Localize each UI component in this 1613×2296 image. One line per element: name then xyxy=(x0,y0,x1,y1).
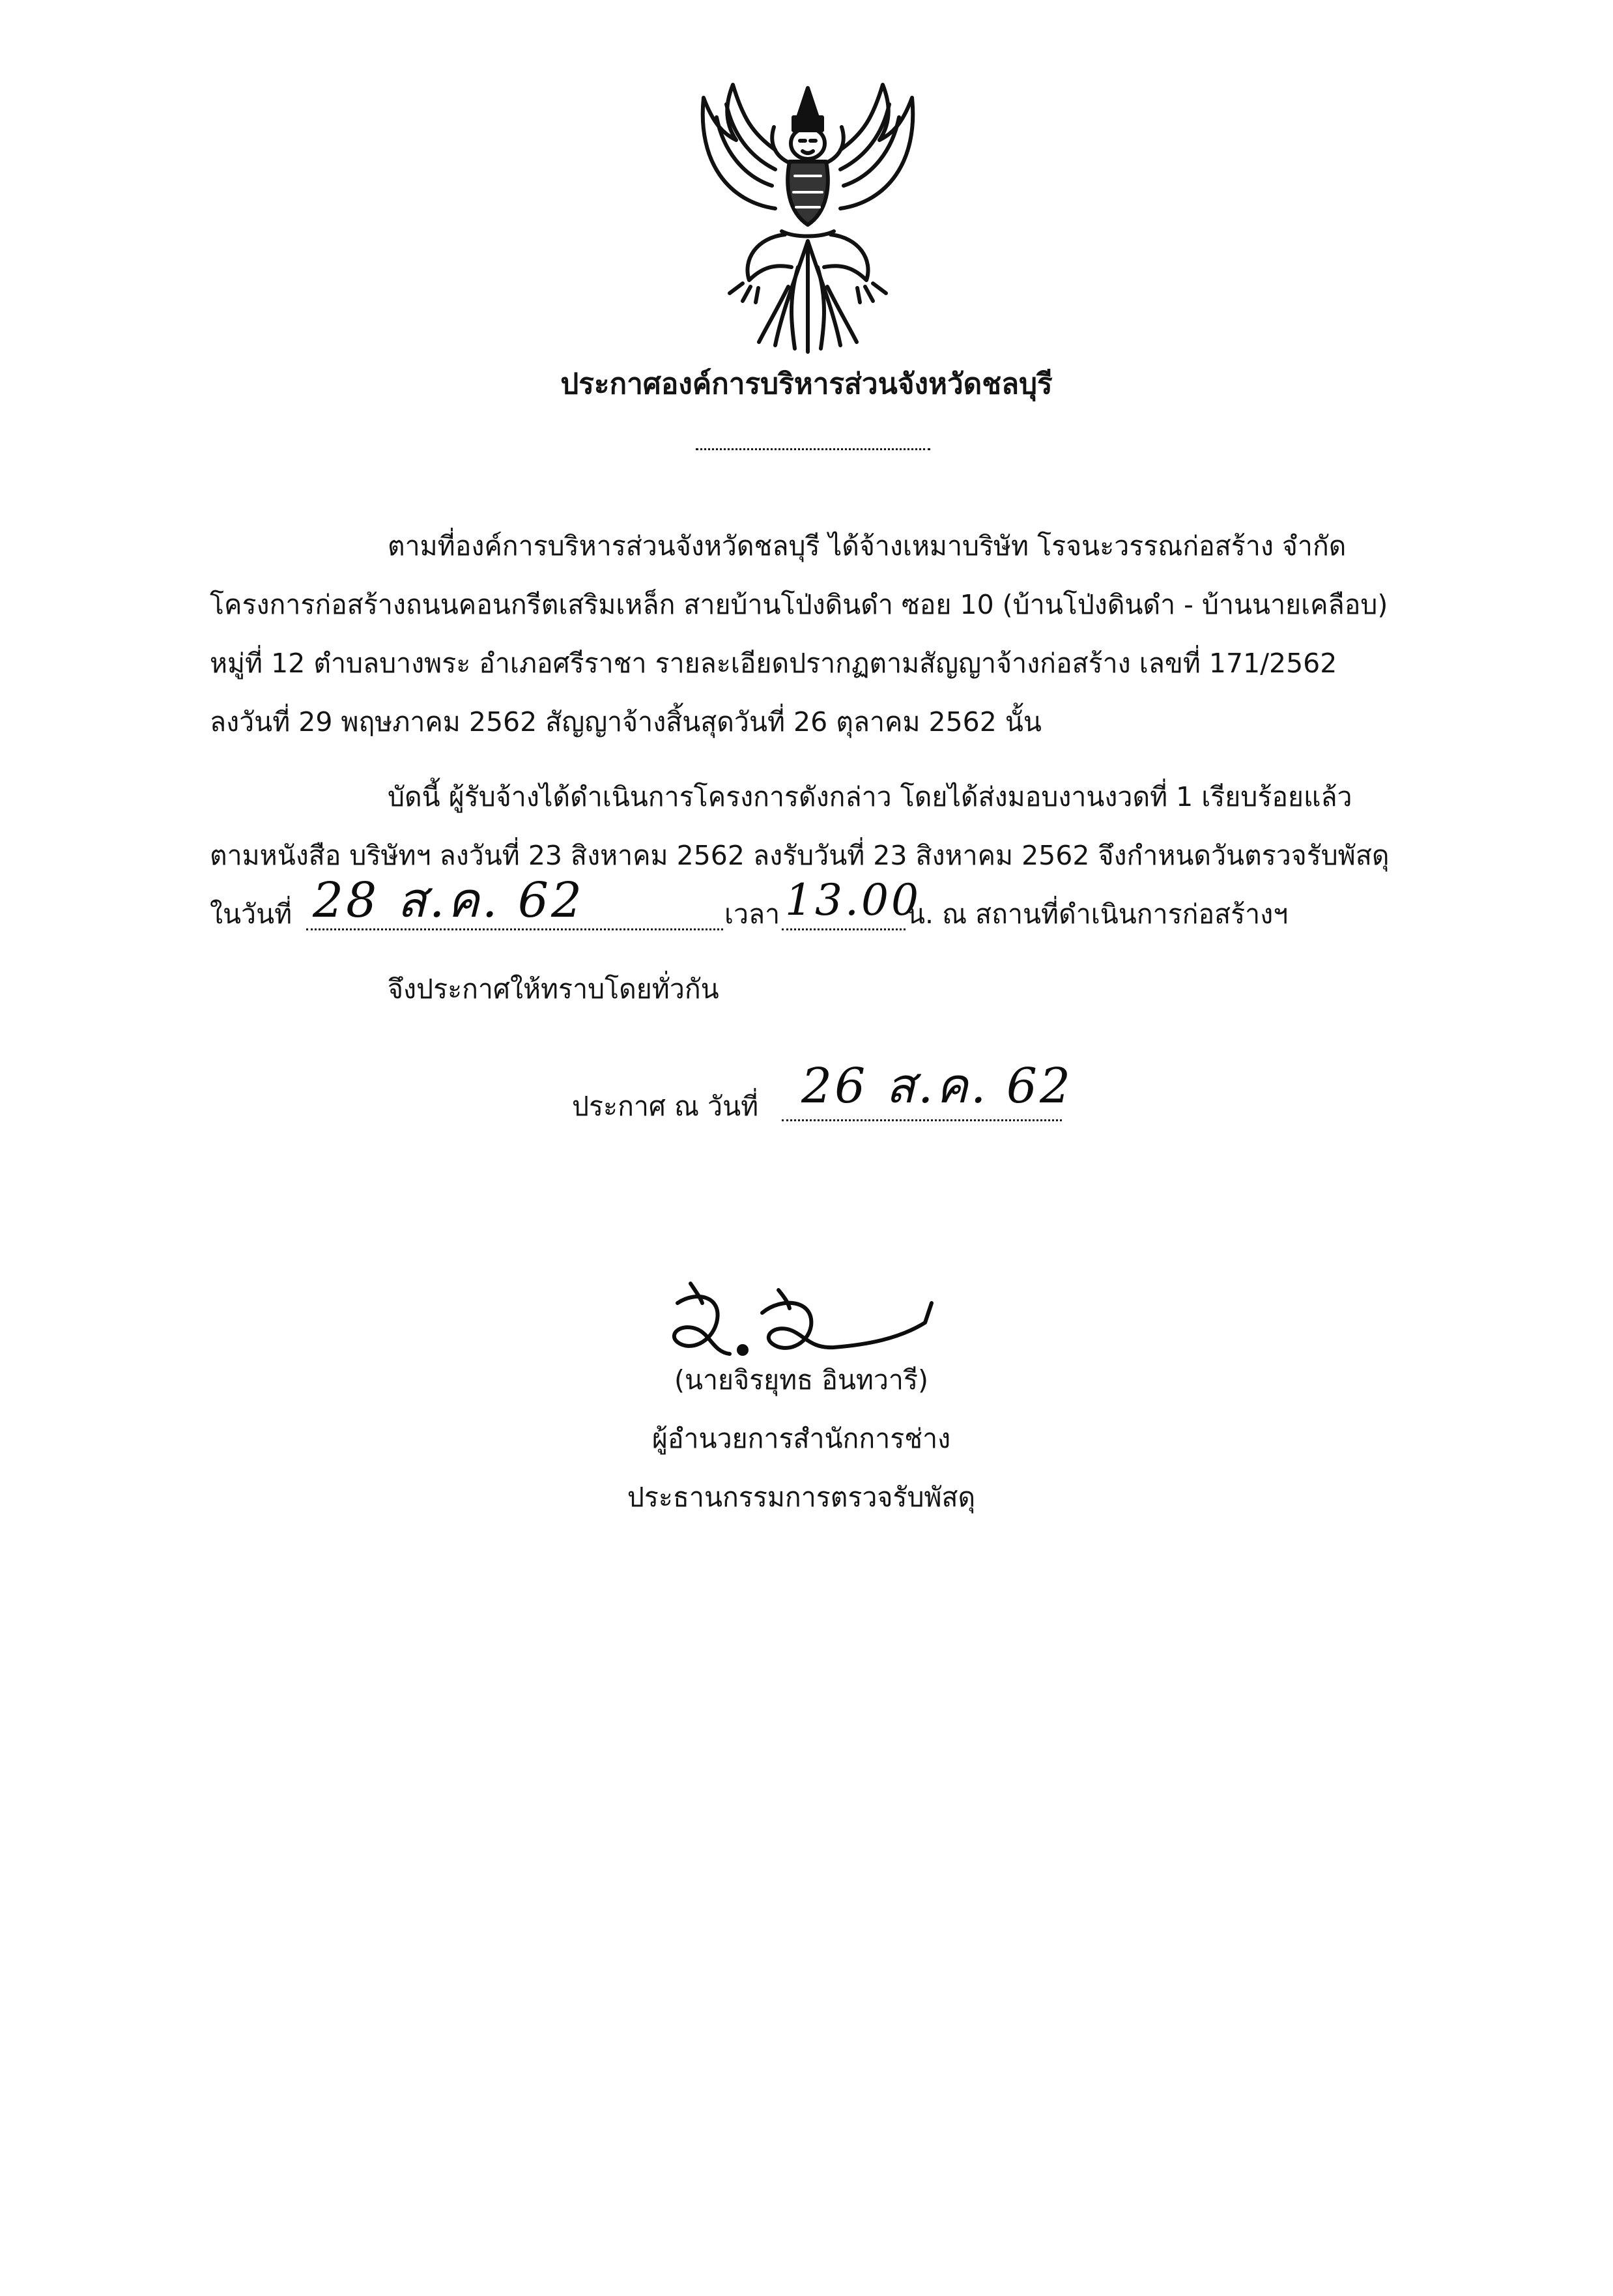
closing-statement: จึงประกาศให้ทราบโดยทั่วกัน xyxy=(388,973,719,1005)
paragraph1-line1: ตามที่องค์การบริหารส่วนจังหวัดชลบุรี ได้จ้างเหมาบริษัท โรจนะวรรณก่อสร้าง จำกัด xyxy=(388,530,1347,562)
inspection-location-text: น. ณ สถานที่ดำเนินการก่อสร้างฯ xyxy=(907,898,1289,930)
title-dotted-rule xyxy=(696,448,930,450)
paragraph1-line3: หมู่ที่ 12 ตำบลบางพระ อำเภอศรีราชา รายละเอียดปรากฏตามสัญญาจ้างก่อสร้าง เลขที่ 171/2562 xyxy=(210,648,1337,679)
signatory-name: (นายจิรยุทธ อินทวารี) xyxy=(674,1364,928,1396)
inspection-date-label: ในวันที่ xyxy=(210,898,293,930)
announce-date-label: ประกาศ ณ วันที่ xyxy=(572,1091,759,1122)
announce-date-dotfill xyxy=(782,1119,1062,1121)
paragraph2-line1: บัดนี้ ผู้รับจ้างได้ดำเนินการโครงการดังกล่าว โดยได้ส่งมอบงานงวดที่ 1 เรียบร้อยแล้ว xyxy=(388,781,1352,812)
garuda-emblem-icon xyxy=(678,72,938,358)
handwritten-signature-icon xyxy=(651,1277,951,1375)
inspection-time-dotfill xyxy=(782,928,906,930)
paragraph2-line2: ตามหนังสือ บริษัทฯ ลงวันที่ 23 สิงหาคม 2562 ลงรับวันที่ 23 สิงหาคม 2562 จึงกำหนดวันตรวจรับพัสดุ xyxy=(210,840,1390,871)
announce-date-handwriting: 26 ส.ค. 62 xyxy=(801,1058,1074,1114)
inspection-date-dotfill xyxy=(306,928,723,930)
inspection-date-handwriting: 28 ส.ค. 62 xyxy=(313,872,585,928)
document-title: ประกาศองค์การบริหารส่วนจังหวัดชลบุรี xyxy=(560,367,1053,401)
paragraph1-line2: โครงการก่อสร้างถนนคอนกรีตเสริมเหล็ก สายบ้านโป่งดินดำ ซอย 10 (บ้านโป่งดินดำ - บ้านนายเคลือบ) xyxy=(210,589,1388,620)
inspection-time-label: เวลา xyxy=(724,898,780,930)
signatory-position-1: ผู้อำนวยการสำนักการช่าง xyxy=(651,1423,951,1454)
inspection-time-handwriting: 13.00 xyxy=(785,875,921,925)
signatory-position-2: ประธานกรรมการตรวจรับพัสดุ xyxy=(627,1482,976,1513)
paragraph1-line4: ลงวันที่ 29 พฤษภาคม 2562 สัญญาจ้างสิ้นสุดวันที่ 26 ตุลาคม 2562 นั้น xyxy=(210,706,1042,738)
